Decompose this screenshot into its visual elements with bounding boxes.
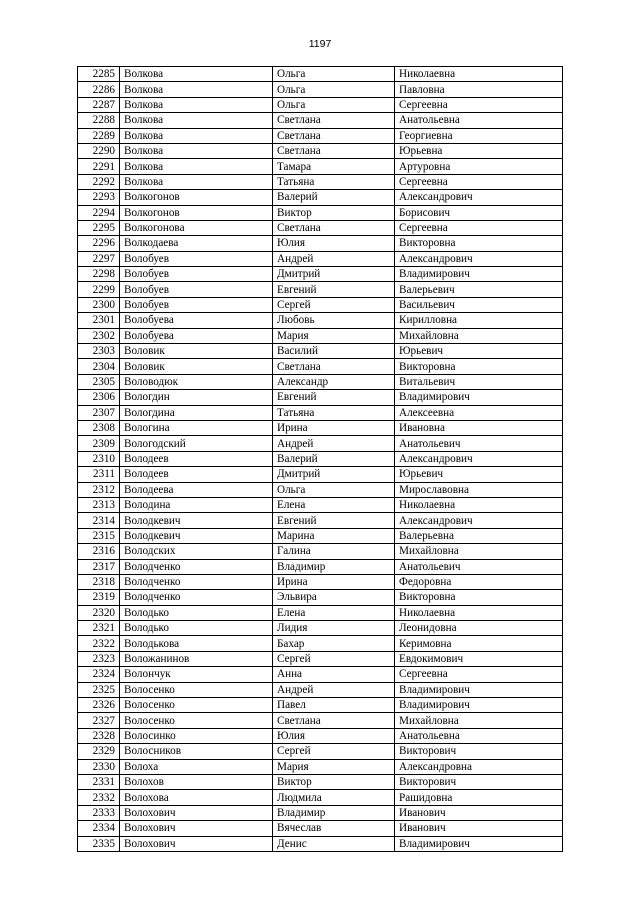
patronymic-cell: Владимирович xyxy=(395,682,563,697)
patronymic-cell: Александрович xyxy=(395,190,563,205)
last-name-cell: Володько xyxy=(120,605,273,620)
last-name-cell: Волкова xyxy=(120,128,273,143)
first-name-cell: Василий xyxy=(273,344,395,359)
last-name-cell: Волкова xyxy=(120,82,273,97)
first-name-cell: Евгений xyxy=(273,282,395,297)
row-number-cell: 2295 xyxy=(78,220,120,235)
row-number-cell: 2300 xyxy=(78,297,120,312)
patronymic-cell: Рашидовна xyxy=(395,790,563,805)
last-name-cell: Волкова xyxy=(120,159,273,174)
row-number-cell: 2310 xyxy=(78,451,120,466)
row-number-cell: 2292 xyxy=(78,174,120,189)
table-row xyxy=(78,267,563,282)
first-name-cell: Людмила xyxy=(273,790,395,805)
last-name-cell: Волобуев xyxy=(120,297,273,312)
patronymic-cell: Николаевна xyxy=(395,67,563,82)
first-name-cell: Ирина xyxy=(273,574,395,589)
table-row xyxy=(78,836,563,851)
row-number-cell: 2321 xyxy=(78,621,120,636)
patronymic-cell: Викторовна xyxy=(395,236,563,251)
first-name-cell: Сергей xyxy=(273,744,395,759)
table-row xyxy=(78,313,563,328)
table-row xyxy=(78,251,563,266)
patronymic-cell: Николаевна xyxy=(395,605,563,620)
patronymic-cell: Мирославовна xyxy=(395,482,563,497)
first-name-cell: Владимир xyxy=(273,805,395,820)
patronymic-cell: Викторович xyxy=(395,744,563,759)
first-name-cell: Светлана xyxy=(273,128,395,143)
table-row xyxy=(78,374,563,389)
table-row xyxy=(78,651,563,666)
table-row xyxy=(78,544,563,559)
patronymic-cell: Александрович xyxy=(395,513,563,528)
first-name-cell: Эльвира xyxy=(273,590,395,605)
patronymic-cell: Евдокимович xyxy=(395,651,563,666)
patronymic-cell: Анатольевич xyxy=(395,436,563,451)
row-number-cell: 2290 xyxy=(78,143,120,158)
patronymic-cell: Георгиевна xyxy=(395,128,563,143)
table-row xyxy=(78,605,563,620)
patronymic-cell: Федоровна xyxy=(395,574,563,589)
row-number-cell: 2306 xyxy=(78,390,120,405)
patronymic-cell: Ивановна xyxy=(395,420,563,435)
first-name-cell: Александр xyxy=(273,374,395,389)
row-number-cell: 2335 xyxy=(78,836,120,851)
row-number-cell: 2305 xyxy=(78,374,120,389)
table-row xyxy=(78,574,563,589)
table-row xyxy=(78,205,563,220)
table-row xyxy=(78,513,563,528)
table-row xyxy=(78,236,563,251)
table-row xyxy=(78,420,563,435)
table-row xyxy=(78,328,563,343)
last-name-cell: Волобуева xyxy=(120,313,273,328)
table-row xyxy=(78,128,563,143)
last-name-cell: Волохова xyxy=(120,790,273,805)
last-name-cell: Волкова xyxy=(120,174,273,189)
last-name-cell: Воловодюк xyxy=(120,374,273,389)
table-row xyxy=(78,390,563,405)
last-name-cell: Вологина xyxy=(120,420,273,435)
first-name-cell: Андрей xyxy=(273,251,395,266)
first-name-cell: Евгений xyxy=(273,390,395,405)
row-number-cell: 2297 xyxy=(78,251,120,266)
row-number-cell: 2315 xyxy=(78,528,120,543)
table-row xyxy=(78,790,563,805)
row-number-cell: 2331 xyxy=(78,774,120,789)
table-row xyxy=(78,174,563,189)
last-name-cell: Волосенко xyxy=(120,713,273,728)
first-name-cell: Сергей xyxy=(273,651,395,666)
table-row xyxy=(78,528,563,543)
row-number-cell: 2311 xyxy=(78,467,120,482)
patronymic-cell: Алексеевна xyxy=(395,405,563,420)
patronymic-cell: Валерьевич xyxy=(395,282,563,297)
patronymic-cell: Артуровна xyxy=(395,159,563,174)
row-number-cell: 2316 xyxy=(78,544,120,559)
first-name-cell: Татьяна xyxy=(273,405,395,420)
patronymic-cell: Керимовна xyxy=(395,636,563,651)
table-row xyxy=(78,559,563,574)
row-number-cell: 2298 xyxy=(78,267,120,282)
patronymic-cell: Сергеевна xyxy=(395,667,563,682)
table-row xyxy=(78,113,563,128)
last-name-cell: Володкевич xyxy=(120,528,273,543)
patronymic-cell: Сергеевна xyxy=(395,97,563,112)
registry-table-body xyxy=(78,67,563,852)
row-number-cell: 2285 xyxy=(78,67,120,82)
row-number-cell: 2329 xyxy=(78,744,120,759)
row-number-cell: 2307 xyxy=(78,405,120,420)
last-name-cell: Волкодаева xyxy=(120,236,273,251)
row-number-cell: 2317 xyxy=(78,559,120,574)
table-row xyxy=(78,744,563,759)
first-name-cell: Ирина xyxy=(273,420,395,435)
last-name-cell: Володеев xyxy=(120,467,273,482)
first-name-cell: Светлана xyxy=(273,220,395,235)
first-name-cell: Юлия xyxy=(273,236,395,251)
last-name-cell: Волохович xyxy=(120,821,273,836)
first-name-cell: Мария xyxy=(273,328,395,343)
row-number-cell: 2333 xyxy=(78,805,120,820)
last-name-cell: Волохович xyxy=(120,836,273,851)
patronymic-cell: Витальевич xyxy=(395,374,563,389)
table-row xyxy=(78,590,563,605)
first-name-cell: Елена xyxy=(273,497,395,512)
last-name-cell: Волобуев xyxy=(120,282,273,297)
first-name-cell: Павел xyxy=(273,698,395,713)
table-row xyxy=(78,451,563,466)
patronymic-cell: Сергеевна xyxy=(395,174,563,189)
row-number-cell: 2326 xyxy=(78,698,120,713)
last-name-cell: Володько xyxy=(120,621,273,636)
last-name-cell: Волосинко xyxy=(120,728,273,743)
last-name-cell: Володькова xyxy=(120,636,273,651)
last-name-cell: Володеева xyxy=(120,482,273,497)
row-number-cell: 2299 xyxy=(78,282,120,297)
first-name-cell: Юлия xyxy=(273,728,395,743)
first-name-cell: Любовь xyxy=(273,313,395,328)
first-name-cell: Сергей xyxy=(273,297,395,312)
first-name-cell: Андрей xyxy=(273,682,395,697)
last-name-cell: Вологдина xyxy=(120,405,273,420)
row-number-cell: 2302 xyxy=(78,328,120,343)
first-name-cell: Светлана xyxy=(273,113,395,128)
table-row xyxy=(78,636,563,651)
first-name-cell: Светлана xyxy=(273,359,395,374)
last-name-cell: Володина xyxy=(120,497,273,512)
row-number-cell: 2327 xyxy=(78,713,120,728)
last-name-cell: Волосников xyxy=(120,744,273,759)
first-name-cell: Вячеслав xyxy=(273,821,395,836)
last-name-cell: Вологодский xyxy=(120,436,273,451)
row-number-cell: 2296 xyxy=(78,236,120,251)
page-number: 1197 xyxy=(308,38,332,50)
last-name-cell: Вологдин xyxy=(120,390,273,405)
patronymic-cell: Васильевич xyxy=(395,297,563,312)
patronymic-cell: Юрьевич xyxy=(395,344,563,359)
table-row xyxy=(78,159,563,174)
table-row xyxy=(78,682,563,697)
row-number-cell: 2301 xyxy=(78,313,120,328)
first-name-cell: Виктор xyxy=(273,774,395,789)
first-name-cell: Ольга xyxy=(273,82,395,97)
patronymic-cell: Викторовна xyxy=(395,359,563,374)
patronymic-cell: Михайловна xyxy=(395,713,563,728)
first-name-cell: Виктор xyxy=(273,205,395,220)
patronymic-cell: Александрович xyxy=(395,251,563,266)
table-row xyxy=(78,67,563,82)
row-number-cell: 2325 xyxy=(78,682,120,697)
patronymic-cell: Александровна xyxy=(395,759,563,774)
patronymic-cell: Михайловна xyxy=(395,544,563,559)
row-number-cell: 2314 xyxy=(78,513,120,528)
patronymic-cell: Владимирович xyxy=(395,836,563,851)
last-name-cell: Волкова xyxy=(120,143,273,158)
first-name-cell: Светлана xyxy=(273,143,395,158)
table-row xyxy=(78,297,563,312)
first-name-cell: Лидия xyxy=(273,621,395,636)
row-number-cell: 2287 xyxy=(78,97,120,112)
patronymic-cell: Михайловна xyxy=(395,328,563,343)
table-row xyxy=(78,805,563,820)
table-row xyxy=(78,220,563,235)
first-name-cell: Валерий xyxy=(273,451,395,466)
patronymic-cell: Иванович xyxy=(395,821,563,836)
row-number-cell: 2334 xyxy=(78,821,120,836)
patronymic-cell: Николаевна xyxy=(395,497,563,512)
first-name-cell: Елена xyxy=(273,605,395,620)
last-name-cell: Воловик xyxy=(120,359,273,374)
last-name-cell: Волосенко xyxy=(120,698,273,713)
table-row xyxy=(78,143,563,158)
first-name-cell: Ольга xyxy=(273,482,395,497)
row-number-cell: 2308 xyxy=(78,420,120,435)
last-name-cell: Володеев xyxy=(120,451,273,466)
table-row xyxy=(78,759,563,774)
last-name-cell: Волкова xyxy=(120,97,273,112)
row-number-cell: 2318 xyxy=(78,574,120,589)
patronymic-cell: Юрьевна xyxy=(395,143,563,158)
patronymic-cell: Кирилловна xyxy=(395,313,563,328)
patronymic-cell: Анатольевна xyxy=(395,728,563,743)
row-number-cell: 2294 xyxy=(78,205,120,220)
first-name-cell: Андрей xyxy=(273,436,395,451)
row-number-cell: 2332 xyxy=(78,790,120,805)
last-name-cell: Волохов xyxy=(120,774,273,789)
table-row xyxy=(78,497,563,512)
patronymic-cell: Валерьевна xyxy=(395,528,563,543)
table-row xyxy=(78,728,563,743)
first-name-cell: Владимир xyxy=(273,559,395,574)
patronymic-cell: Леонидовна xyxy=(395,621,563,636)
last-name-cell: Воложанинов xyxy=(120,651,273,666)
patronymic-cell: Владимирович xyxy=(395,390,563,405)
row-number-cell: 2288 xyxy=(78,113,120,128)
patronymic-cell: Анатольевич xyxy=(395,559,563,574)
patronymic-cell: Анатольевна xyxy=(395,113,563,128)
patronymic-cell: Владимирович xyxy=(395,698,563,713)
first-name-cell: Татьяна xyxy=(273,174,395,189)
last-name-cell: Волоха xyxy=(120,759,273,774)
table-row xyxy=(78,821,563,836)
row-number-cell: 2303 xyxy=(78,344,120,359)
patronymic-cell: Павловна xyxy=(395,82,563,97)
row-number-cell: 2293 xyxy=(78,190,120,205)
row-number-cell: 2289 xyxy=(78,128,120,143)
first-name-cell: Бахар xyxy=(273,636,395,651)
patronymic-cell: Владимирович xyxy=(395,267,563,282)
first-name-cell: Дмитрий xyxy=(273,467,395,482)
first-name-cell: Валерий xyxy=(273,190,395,205)
last-name-cell: Волобуев xyxy=(120,267,273,282)
first-name-cell: Анна xyxy=(273,667,395,682)
row-number-cell: 2304 xyxy=(78,359,120,374)
row-number-cell: 2328 xyxy=(78,728,120,743)
last-name-cell: Волкогонова xyxy=(120,220,273,235)
table-row xyxy=(78,713,563,728)
first-name-cell: Мария xyxy=(273,759,395,774)
table-row xyxy=(78,667,563,682)
last-name-cell: Володченко xyxy=(120,559,273,574)
table-row xyxy=(78,436,563,451)
table-row xyxy=(78,698,563,713)
first-name-cell: Галина xyxy=(273,544,395,559)
row-number-cell: 2312 xyxy=(78,482,120,497)
first-name-cell: Евгений xyxy=(273,513,395,528)
row-number-cell: 2330 xyxy=(78,759,120,774)
row-number-cell: 2313 xyxy=(78,497,120,512)
table-row xyxy=(78,97,563,112)
patronymic-cell: Юрьевич xyxy=(395,467,563,482)
row-number-cell: 2291 xyxy=(78,159,120,174)
table-row xyxy=(78,467,563,482)
table-row xyxy=(78,774,563,789)
last-name-cell: Володкевич xyxy=(120,513,273,528)
first-name-cell: Тамара xyxy=(273,159,395,174)
last-name-cell: Волкова xyxy=(120,113,273,128)
last-name-cell: Волкогонов xyxy=(120,205,273,220)
patronymic-cell: Борисович xyxy=(395,205,563,220)
first-name-cell: Светлана xyxy=(273,713,395,728)
first-name-cell: Ольга xyxy=(273,97,395,112)
last-name-cell: Волончук xyxy=(120,667,273,682)
table-row xyxy=(78,359,563,374)
row-number-cell: 2323 xyxy=(78,651,120,666)
last-name-cell: Волобуева xyxy=(120,328,273,343)
last-name-cell: Волкогонов xyxy=(120,190,273,205)
patronymic-cell: Александрович xyxy=(395,451,563,466)
first-name-cell: Ольга xyxy=(273,67,395,82)
first-name-cell: Марина xyxy=(273,528,395,543)
registry-table xyxy=(77,66,563,852)
table-row xyxy=(78,482,563,497)
row-number-cell: 2320 xyxy=(78,605,120,620)
patronymic-cell: Викторович xyxy=(395,774,563,789)
table-row xyxy=(78,190,563,205)
last-name-cell: Володченко xyxy=(120,574,273,589)
table-row xyxy=(78,282,563,297)
last-name-cell: Волосенко xyxy=(120,682,273,697)
row-number-cell: 2309 xyxy=(78,436,120,451)
first-name-cell: Дмитрий xyxy=(273,267,395,282)
last-name-cell: Воловик xyxy=(120,344,273,359)
last-name-cell: Володских xyxy=(120,544,273,559)
table-row xyxy=(78,621,563,636)
patronymic-cell: Сергеевна xyxy=(395,220,563,235)
row-number-cell: 2324 xyxy=(78,667,120,682)
first-name-cell: Денис xyxy=(273,836,395,851)
row-number-cell: 2322 xyxy=(78,636,120,651)
table-row xyxy=(78,405,563,420)
last-name-cell: Волохович xyxy=(120,805,273,820)
patronymic-cell: Иванович xyxy=(395,805,563,820)
table-row xyxy=(78,82,563,97)
last-name-cell: Волкова xyxy=(120,67,273,82)
patronymic-cell: Викторовна xyxy=(395,590,563,605)
table-row xyxy=(78,344,563,359)
row-number-cell: 2286 xyxy=(78,82,120,97)
row-number-cell: 2319 xyxy=(78,590,120,605)
last-name-cell: Володченко xyxy=(120,590,273,605)
last-name-cell: Волобуев xyxy=(120,251,273,266)
